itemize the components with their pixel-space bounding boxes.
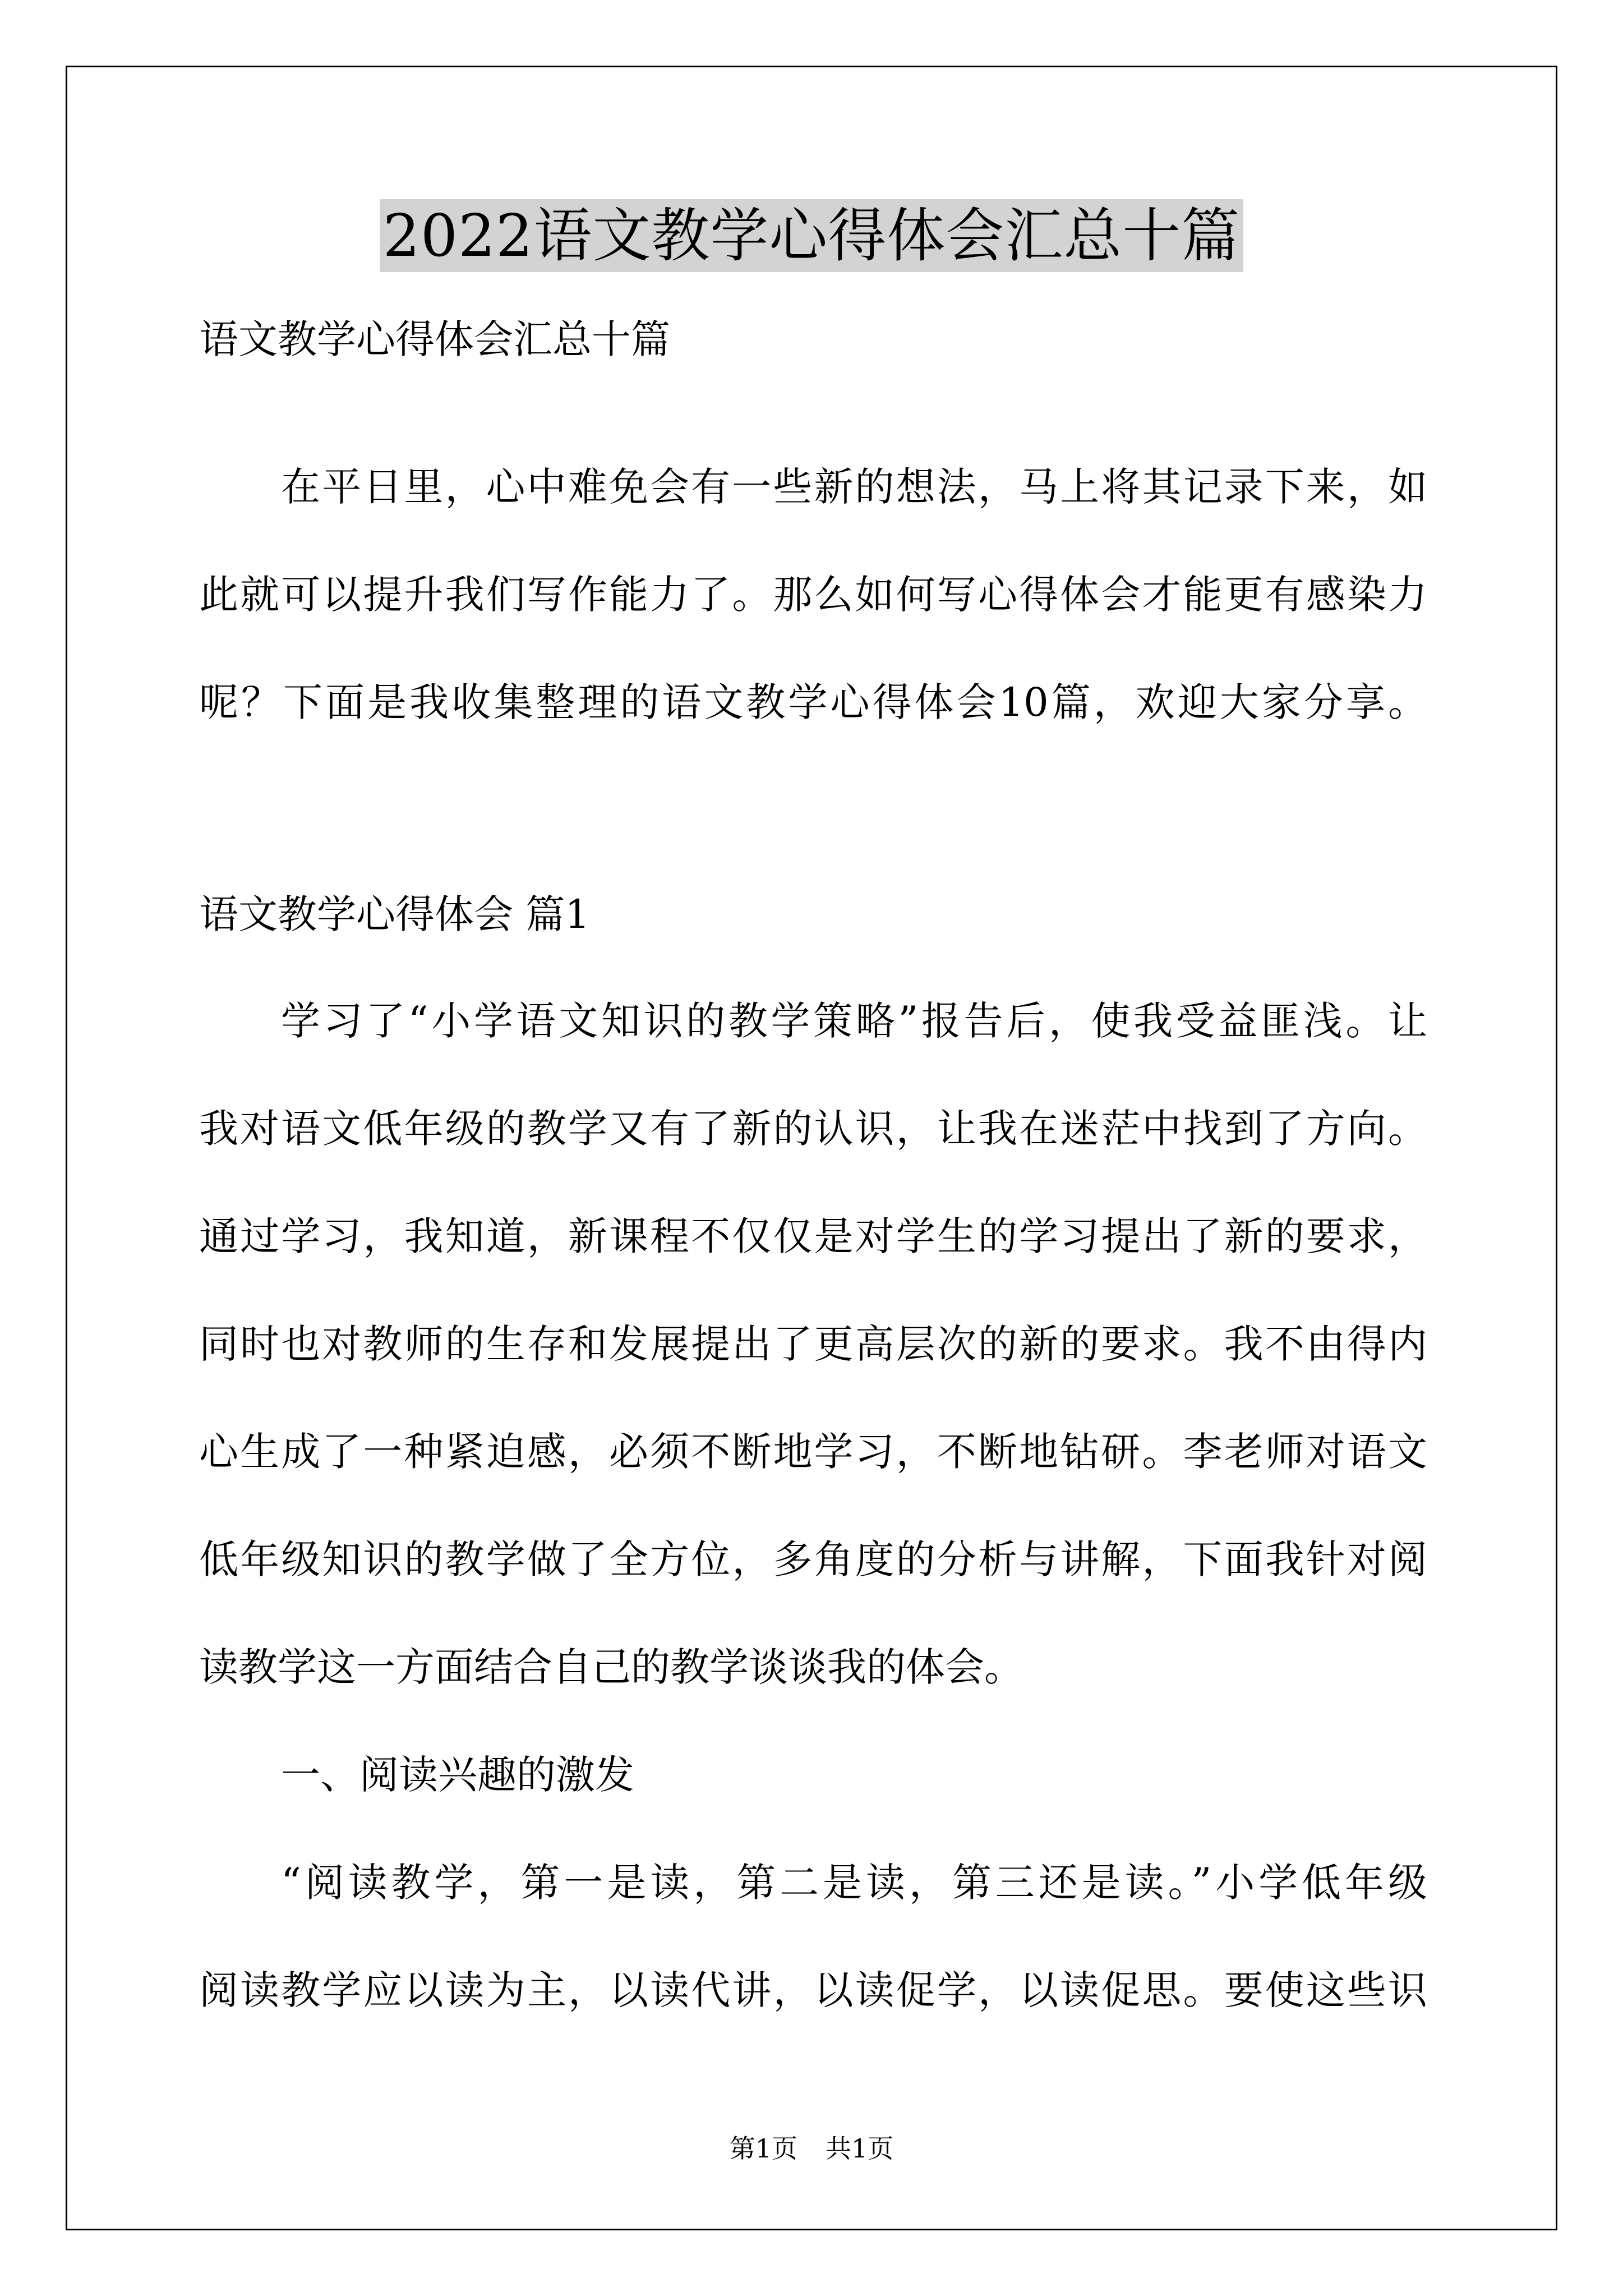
intro-line: 此就可以提升我们写作能力了。那么如何写心得体会才能更有感染力 xyxy=(199,572,1427,618)
body-line: 读教学这一方面结合自己的教学谈谈我的体会。 xyxy=(199,1644,1023,1690)
body-line: 低年级知识的教学做了全方位，多角度的分析与讲解，下面我针对阅 xyxy=(199,1536,1427,1582)
intro-line: 在平日里，心中难免会有一些新的想法，马上将其记录下来，如 xyxy=(281,464,1427,510)
body-line: 心生成了一种紧迫感，必须不断地学习，不断地钻研。李老师对语文 xyxy=(199,1429,1427,1475)
page-total: 共1页 xyxy=(826,2133,894,2164)
page-footer xyxy=(0,2132,1623,2165)
section-heading: 语文教学心得体会 篇1 xyxy=(199,891,590,937)
quote-line: “阅读教学，第一是读，第二是读，第三还是读。”小学低年级 xyxy=(281,1860,1427,1906)
body-line: 通过学习，我知道，新课程不仅仅是对学生的学习提出了新的要求， xyxy=(199,1213,1427,1259)
document-title: 2022语文教学心得体会汇总十篇 xyxy=(380,199,1244,272)
sub-heading: 一、阅读兴趣的激发 xyxy=(281,1752,634,1798)
body-line: 学习了“小学语文知识的教学策略”报告后，使我受益匪浅。让 xyxy=(281,998,1427,1044)
intro-line: 呢？下面是我收集整理的语文教学心得体会10篇，欢迎大家分享。 xyxy=(199,679,1427,725)
title-container xyxy=(0,199,1623,272)
document-subtitle: 语文教学心得体会汇总十篇 xyxy=(199,316,670,362)
page-number: 第1页 xyxy=(729,2133,797,2164)
quote-line: 阅读教学应以读为主，以读代讲，以读促学，以读促思。要使这些识 xyxy=(199,1967,1427,2013)
body-line: 我对语文低年级的教学又有了新的认识，让我在迷茫中找到了方向。 xyxy=(199,1106,1427,1152)
body-line: 同时也对教师的生存和发展提出了更高层次的新的要求。我不由得内 xyxy=(199,1321,1427,1367)
